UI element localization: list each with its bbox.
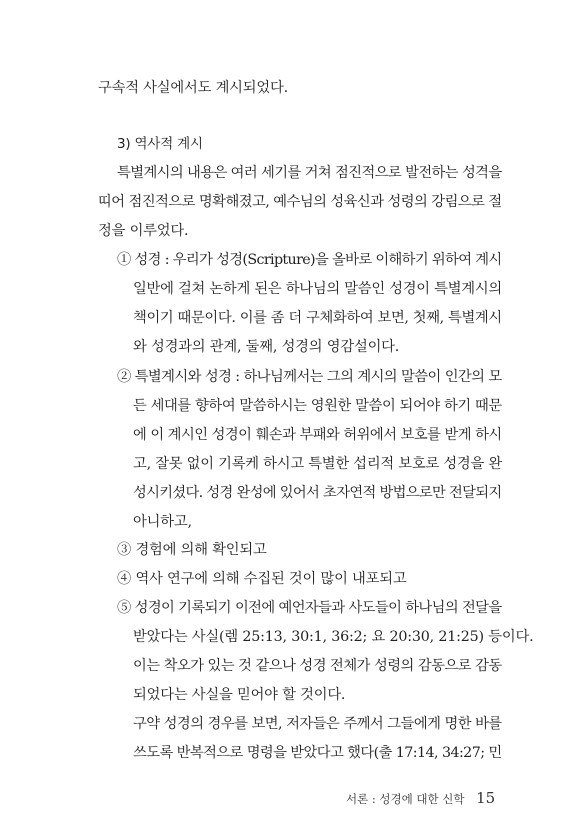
page-footer [346, 789, 495, 807]
text-line: 구약 성경의 경우를 보면, 저자들은 주께서 그들에게 명한 바를 [133, 716, 502, 732]
list-item-3: ③ 경험에 의해 확인되고 [117, 542, 267, 558]
text-line: 되었다는 사실을 믿어야 할 것이다. [133, 687, 346, 703]
list-item-2: ② 특별계시와 성경 : 하나님께서는 그의 계시의 말씀이 인간의 모 [117, 369, 502, 385]
list-item-4: ④ 역사 연구에 의해 수집된 것이 많이 내포되고 [117, 571, 407, 587]
text-line: 와 성경과의 관계, 둘째, 성경의 영감설이다. [133, 339, 400, 355]
text-line: 받았다는 사실(렘 25:13, 30:1, 36:2; 요 20:30, 21:25) 등이다. [133, 629, 534, 645]
text-line: 쓰도록 반복적으로 명령을 받았다고 했다(출 17:14, 34:27; 민 [133, 745, 502, 761]
page-number: 15 [476, 789, 496, 807]
text-line: 든 세대를 향하여 말씀하시는 영원한 말씀이 되어야 하기 때문 [133, 398, 502, 414]
text-line: 구속적 사실에서도 계시되었다. [98, 80, 288, 96]
text-line: 에 이 계시인 성경이 훼손과 부패와 허위에서 보호를 받게 하시 [133, 427, 502, 443]
text-line: 일반에 걸쳐 논하게 된은 하나님의 말씀인 성경이 특별계시의 [133, 281, 502, 297]
text-line: 이는 착오가 있는 것 같으나 성경 전체가 성령의 감동으로 감동 [133, 658, 502, 674]
running-title: 서론 : 성경에 대한 신학 [346, 792, 465, 806]
list-item-1: ① 성경 : 우리가 성경(Scripture)을 올바로 이해하기 위하여 계시 [117, 252, 502, 268]
text-line: 고, 잘못 없이 기록케 하시고 특별한 섭리적 보호로 성경을 완 [133, 456, 502, 472]
list-item-5: ⑤ 성경이 기록되기 이전에 예언자들과 사도들이 하나님의 전달을 [117, 600, 502, 616]
text-line: 띠어 점진적으로 명확해졌고, 예수님의 성육신과 성령의 강림으로 절 [98, 194, 502, 210]
text-line: 성시키셨다. 성경 완성에 있어서 초자연적 방법으로만 전달되지 [133, 485, 502, 501]
text-line: 책이기 때문이다. 이를 좀 더 구체화하여 보면, 첫째, 특별계시 [133, 310, 502, 326]
section-heading: 3) 역사적 계시 [117, 136, 203, 152]
text-line: 정을 이루었다. [98, 223, 189, 239]
text-line: 아니하고, [133, 514, 192, 530]
text-line: 특별계시의 내용은 여러 세기를 거쳐 점진적으로 발전하는 성격을 [117, 165, 502, 181]
